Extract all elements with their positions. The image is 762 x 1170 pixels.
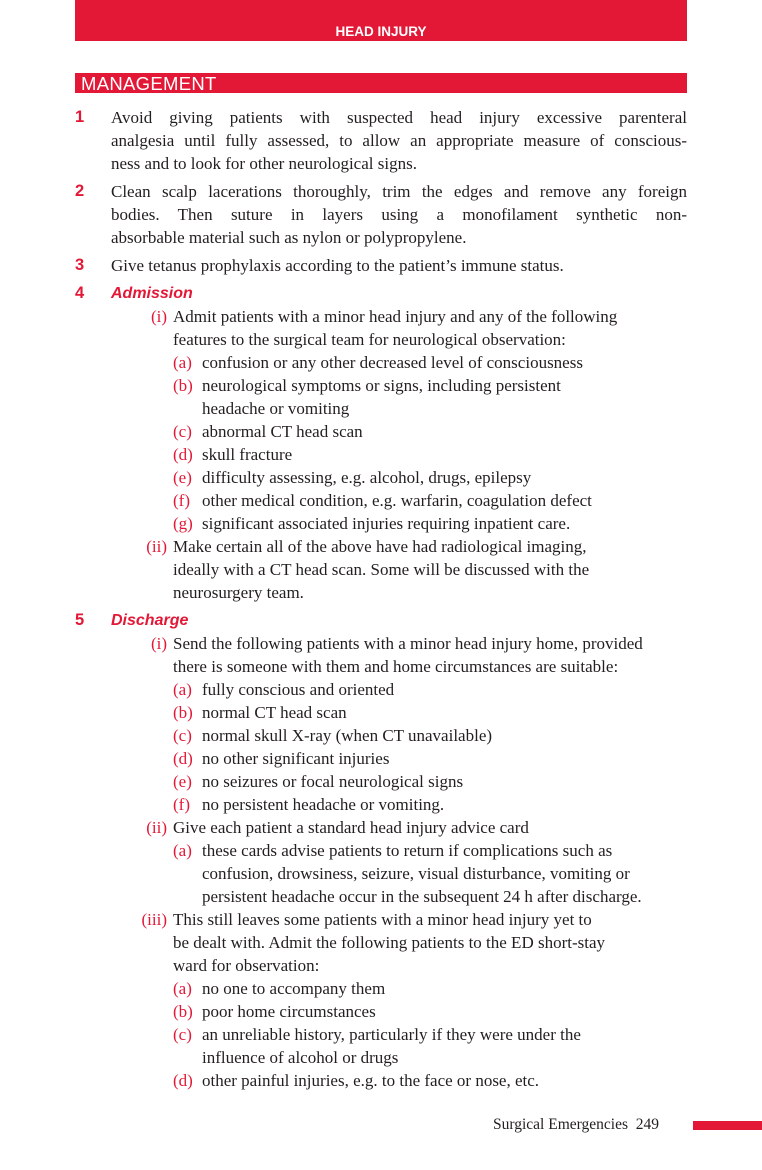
text-line: ness and to look for other neurological signs. [111, 154, 417, 173]
alpha-item [173, 351, 687, 374]
item-number: 3 [75, 256, 85, 274]
alpha-letter: (e) [173, 468, 192, 487]
text-line: Make certain all of the above have had radiological imaging, [173, 537, 587, 556]
alpha-letter: (c) [173, 726, 192, 745]
text-line: headache or vomiting [202, 399, 350, 418]
item-number: 2 [75, 182, 85, 200]
alpha-item [173, 793, 687, 816]
text-line: skull fracture [202, 445, 293, 464]
alpha-item [173, 701, 687, 724]
item-number: 4 [75, 284, 85, 302]
text-line: Admit patients with a minor head injury and any of the following [173, 307, 618, 326]
list-item-3 [75, 254, 687, 277]
alpha-letter: (b) [173, 376, 193, 395]
alpha-item [173, 466, 687, 489]
sub-item [111, 908, 687, 1092]
text-line: ward for observation: [173, 956, 320, 975]
alpha-item [173, 1000, 687, 1023]
alpha-item [173, 374, 687, 420]
alpha-letter: (g) [173, 514, 193, 533]
running-header-title: HEAD INJURY [335, 24, 427, 39]
item-number: 1 [75, 108, 85, 126]
alpha-letter: (d) [173, 749, 193, 768]
book-title: Surgical Emergencies [492, 1116, 628, 1133]
roman-numeral: (i) [150, 634, 167, 653]
page-number: 249 [635, 1116, 659, 1133]
alpha-letter: (f) [173, 491, 190, 510]
text-line: be dealt with. Admit the following patients to the ED short-stay [173, 933, 606, 952]
roman-numeral: (iii) [141, 910, 167, 929]
text-line: no one to accompany them [202, 979, 386, 998]
roman-numeral: (i) [150, 307, 167, 326]
text-line: there is someone with them and home circumstances are suitable: [173, 657, 619, 676]
sub-item [111, 535, 687, 604]
text-line: normal CT head scan [202, 703, 347, 722]
text-line: persistent headache occur in the subsequent 24 h after discharge. [202, 887, 642, 906]
alpha-item [173, 839, 687, 908]
text-line: Send the following patients with a minor head injury home, provided [173, 634, 643, 653]
item-heading: Admission [111, 285, 193, 302]
sub-item [111, 305, 687, 535]
alpha-letter: (f) [173, 795, 190, 814]
management-list [75, 106, 687, 1097]
sub-item [111, 816, 687, 908]
alpha-item [173, 770, 687, 793]
running-header-bar [75, 0, 687, 41]
text-line: poor home circumstances [202, 1002, 376, 1021]
alpha-letter: (a) [173, 979, 192, 998]
list-item-4 [75, 282, 687, 604]
text-line: confusion, drowsiness, seizure, visual disturbance, vomiting or [202, 864, 630, 883]
page-footer [493, 1116, 659, 1134]
roman-numeral: (ii) [146, 537, 167, 556]
text-line: abnormal CT head scan [202, 422, 363, 441]
text-line: these cards advise patients to return if complications such as [202, 841, 613, 860]
text-line: This still leaves some patients with a minor head injury yet to [173, 910, 592, 929]
alpha-item [173, 1069, 687, 1092]
text-line: no seizures or focal neurological signs [202, 772, 464, 791]
text-line: Give tetanus prophylaxis according to the patient’s immune status. [111, 256, 564, 275]
text-line: no persistent headache or vomiting. [202, 795, 445, 814]
alpha-item [173, 977, 687, 1000]
text-line: features to the surgical team for neurological observation: [173, 330, 566, 349]
text-line: absorbable material such as nylon or polypropylene. [111, 228, 467, 247]
alpha-item [173, 420, 687, 443]
alpha-letter: (c) [173, 422, 192, 441]
text-line: influence of alcohol or drugs [202, 1048, 399, 1067]
text-line: no other significant injuries [202, 749, 390, 768]
section-title: MANAGEMENT [81, 73, 217, 94]
sub-item [111, 632, 687, 816]
text-line: ideally with a CT head scan. Some will be discussed with the [173, 560, 590, 579]
alpha-item [173, 747, 687, 770]
text-line: Avoid giving patients with suspected head injury excessive parenteral [111, 108, 687, 127]
alpha-letter: (b) [173, 1002, 193, 1021]
section-header-bar [75, 73, 687, 93]
list-item-1 [75, 106, 687, 175]
alpha-item [173, 489, 687, 512]
text-line: other medical condition, e.g. warfarin, coagulation defect [202, 491, 592, 510]
text-line: confusion or any other decreased level of consciousness [202, 353, 583, 372]
text-line: analgesia until fully assessed, to allow an appropriate measure of conscious- [111, 131, 687, 150]
alpha-item [173, 1023, 687, 1069]
alpha-letter: (a) [173, 353, 192, 372]
text-line: neurological symptoms or signs, including persistent [202, 376, 561, 395]
item-heading: Discharge [111, 612, 189, 629]
alpha-letter: (d) [173, 1071, 193, 1090]
text-line: Give each patient a standard head injury advice card [173, 818, 529, 837]
alpha-letter: (b) [173, 703, 193, 722]
alpha-item [173, 724, 687, 747]
alpha-letter: (a) [173, 841, 192, 860]
list-item-5 [75, 609, 687, 1092]
alpha-letter: (a) [173, 680, 192, 699]
alpha-item [173, 512, 687, 535]
text-line: normal skull X-ray (when CT unavailable) [202, 726, 493, 745]
text-line: neurosurgery team. [173, 583, 304, 602]
alpha-letter: (e) [173, 772, 192, 791]
alpha-letter: (d) [173, 445, 193, 464]
alpha-item [173, 443, 687, 466]
list-item-2 [75, 180, 687, 249]
text-line: significant associated injuries requiring inpatient care. [202, 514, 571, 533]
text-line: an unreliable history, particularly if they were under the [202, 1025, 581, 1044]
text-line: fully conscious and oriented [202, 680, 395, 699]
text-line: other painful injuries, e.g. to the face or nose, etc. [202, 1071, 540, 1090]
roman-numeral: (ii) [146, 818, 167, 837]
alpha-item [173, 678, 687, 701]
alpha-letter: (c) [173, 1025, 192, 1044]
text-line: Clean scalp lacerations thoroughly, trim the edges and remove any foreign [111, 182, 687, 201]
text-line: bodies. Then suture in layers using a monofilament synthetic non- [111, 205, 687, 224]
footer-accent-bar [693, 1121, 762, 1130]
text-line: difficulty assessing, e.g. alcohol, drugs, epilepsy [202, 468, 532, 487]
item-number: 5 [75, 611, 85, 629]
